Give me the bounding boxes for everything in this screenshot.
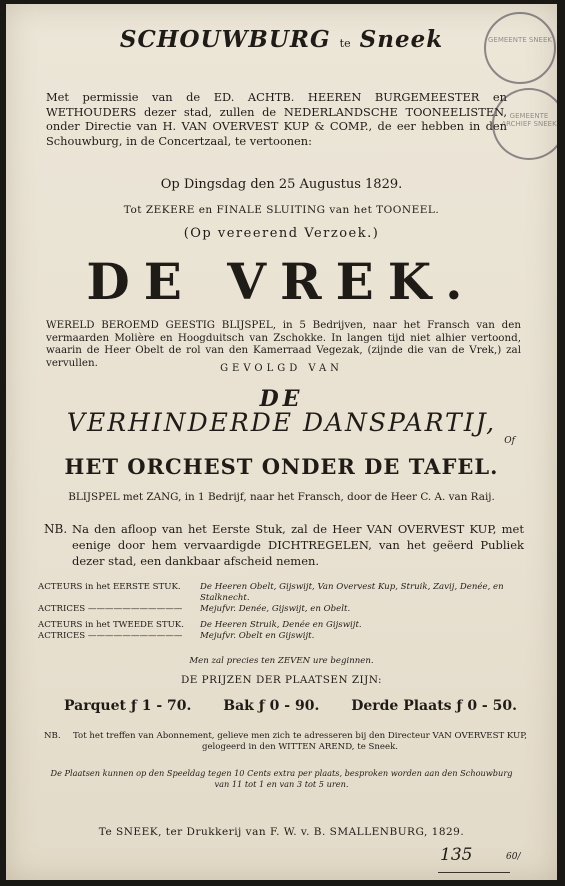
actors-list: De Heeren Struik, Denée en Gijswijt. [200,620,362,630]
price-bak: Bak ƒ 0 - 90. [223,698,320,714]
play2-description: BLIJSPEL met ZANG, in 1 Bedrijf, naar het Fransch, door de Heer C. A. van Raij. [68,491,495,503]
price-parquet: Parquet ƒ 1 - 70. [64,698,192,714]
printer-imprint: Te SNEEK, ter Drukkerij van F. W. v. B. SMALLENBURG, 1829. [98,826,465,838]
stamp-text: GEMEENTE ARCHIEF SNEEK [501,112,557,128]
playbill-sheet [6,4,557,880]
archive-stamp-side [492,88,557,160]
prices-heading: DE PRIJZEN DER PLAATSEN ZIJN: [180,674,383,686]
request-note: (Op vereerend Verzoek.) [183,226,380,241]
start-time: Men zal precies ten ZEVEN ure beginnen. [189,656,374,666]
actresses-label: ACTRICES ——————————— [38,604,183,614]
note-label: NB. [44,731,61,741]
closing-notice: Tot ZEKERE en FINALE SLUITING van het TOONEEL. [123,204,440,216]
title-part-1: SCHOUWBURG [119,26,331,53]
playbill-title [6,26,557,53]
price-derde-plaats: Derde Plaats ƒ 0 - 50. [351,698,517,714]
play2-or: Of [504,436,515,446]
subscription-note [44,731,528,753]
handwritten-number-text: 135 [440,845,473,865]
play2-title: VERHINDERDE DANSPARTIJ, [66,408,497,437]
performance-date: Op Dingsdag den 25 Augustus 1829. [160,177,403,192]
actors-label: ACTEURS in het EERSTE STUK. [38,582,181,592]
actresses-list: Mejufvr. Denée, Gijswijt, en Obelt. [200,604,351,614]
price-list [64,698,517,714]
actors-list: De Heeren Obelt, Gijswijt, Van Overvest Kup, Struik, Zavij, Denée, en Stalknecht. [200,582,504,603]
cast-second-piece [38,620,528,642]
cast-first-piece [38,582,528,615]
play1-title: DE VREK. [86,252,477,311]
permission-text: Met permissie van de ED. ACHTB. HEEREN BURGEMEESTER en WETHOUDERS dezer stad, zullen de NEDERLANDSCHE TOONEELISTEN, onder Directie van H. VAN OVERVEST KUP & COMP., de eer hebben in den Schouwburg, in de Concertzaal, te vertoonen: [46,90,507,148]
play2-title-article: DE [259,386,304,412]
handwritten-suffix: 60/ [506,852,521,862]
actresses-label: ACTRICES ——————————— [38,631,183,641]
reservation-note: De Plaatsen kunnen op den Speeldag tegen 10 Cents extra per plaats, besproken worden aan den Schouwburg van 11 tot 1 en van 3 tot 5 uren. [50,768,513,789]
title-part-2: Sneek [359,26,444,53]
note-text: Tot het treffen van Abonnement, gelieve men zich te adresseren bij den Directeur VAN OVERVEST KUP, gelogeerd in den WITTEN AREND, te Sneek. [72,731,528,752]
handwritten-number [438,844,510,873]
play2-subtitle: HET ORCHEST ONDER DE TAFEL. [64,454,499,479]
title-connector: te [339,37,351,50]
farewell-note [44,521,524,569]
archive-stamp-top [484,12,556,84]
actors-label: ACTEURS in het TWEEDE STUK. [38,620,184,630]
note-label: NB. [44,522,68,536]
followed-by: GEVOLGD VAN [220,363,343,374]
play1-description: WERELD BEROEMD GEESTIG BLIJSPEL, in 5 Bedrijven, naar het Fransch van den vermaarden Molière en Hoogduitsch van Zschokke. In langen tijd niet alhier vertoond, waarin de Heer Obelt de rol van den Kamerraad Vegezak, (zijnde die van de Vrek,) zal vervullen. [46,319,521,369]
stamp-text: GEMEENTE SNEEK [487,36,552,44]
note-text: Na den afloop van het Eerste Stuk, zal de Heer VAN OVERVEST KUP, met eenige door hem vervaardigde DICHTREGELEN, van het geëerd Publiek dezer stad, een dankbaar afscheid nemen. [72,522,524,568]
actresses-list: Mejufvr. Obelt en Gijswijt. [200,631,315,641]
